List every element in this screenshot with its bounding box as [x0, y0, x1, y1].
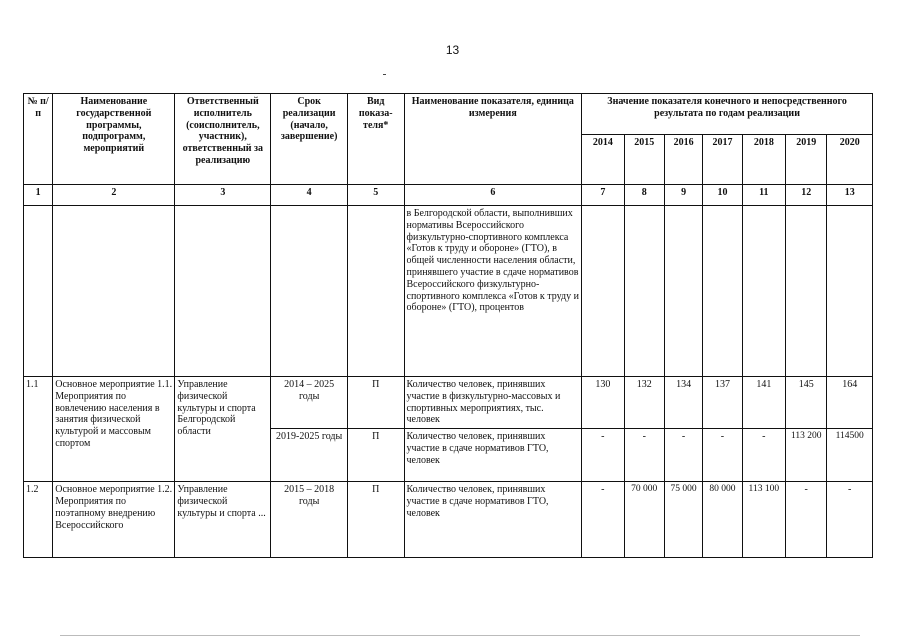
value-cell: 134 [664, 377, 702, 429]
measure-name: Основное мероприятие 1.2. Мероприятия по поэтапному внедрению Всероссийского [53, 482, 175, 558]
header-executor: Ответственный исполнитель (соисполнитель, участник), ответственный за реализацию [175, 94, 271, 185]
value-cell: 80 000 [703, 482, 742, 558]
value-cell: 141 [742, 377, 785, 429]
column-number: 9 [664, 185, 702, 206]
value-cell: 75 000 [664, 482, 702, 558]
column-number: 3 [175, 185, 271, 206]
column-number: 6 [404, 185, 582, 206]
period: 2019-2025 годы [271, 429, 348, 482]
column-numbers-row [24, 185, 873, 206]
header-year: 2014 [582, 135, 624, 185]
header-year: 2019 [786, 135, 827, 185]
scan-speck [383, 74, 386, 75]
scan-artifact-line [60, 635, 860, 636]
header-year: 2017 [703, 135, 742, 185]
indicator-type: П [347, 482, 404, 558]
value-cell: - [664, 429, 702, 482]
column-number: 12 [786, 185, 827, 206]
page-number: 13 [445, 43, 460, 57]
value-cell: 164 [827, 377, 873, 429]
continuation-indicator: в Белгородской области, выполнивших нормативы Всероссийского физкультурно-спортивного комплекса «Готов к труду и обороне» (ГТО), в общей численности населения области, принявшего участие в сдаче нормативов Всероссийского физкультурно-спортивного комплекса «Готов к труду и обороне» (ГТО), процентов [404, 206, 582, 377]
column-number: 2 [53, 185, 175, 206]
table-row-1-1 [24, 377, 873, 429]
column-number: 13 [827, 185, 873, 206]
value-cell: - [582, 482, 624, 558]
header-indicator-name: Наименование показателя, единица измерения [404, 94, 582, 185]
header-indicator-type: Вид показа- теля* [347, 94, 404, 185]
header-row [24, 94, 873, 135]
column-number: 1 [24, 185, 53, 206]
period: 2014 – 2025 годы [271, 377, 348, 429]
value-cell: 137 [703, 377, 742, 429]
value-cell: - [827, 482, 873, 558]
column-number: 4 [271, 185, 348, 206]
indicator-type: П [347, 377, 404, 429]
column-number: 5 [347, 185, 404, 206]
row-number: 1.1 [24, 377, 53, 482]
column-number: 10 [703, 185, 742, 206]
column-number: 8 [624, 185, 664, 206]
header-year: 2018 [742, 135, 785, 185]
header-year: 2020 [827, 135, 873, 185]
continuation-row [24, 206, 873, 377]
value-cell: - [786, 482, 827, 558]
value-cell: 132 [624, 377, 664, 429]
column-number: 7 [582, 185, 624, 206]
value-cell: 113 100 [742, 482, 785, 558]
indicator-name: Количество человек, принявших участие в сдаче нормативов ГТО, человек [404, 429, 582, 482]
header-values-group: Значение показателя конечного и непосредственного результата по годам реализации [582, 94, 873, 135]
indicator-name: Количество человек, принявших участие в физкультурно-массовых и спортивных мероприятиях, тыс. человек [404, 377, 582, 429]
value-cell: 114500 [827, 429, 873, 482]
period: 2015 – 2018 годы [271, 482, 348, 558]
value-cell: - [624, 429, 664, 482]
table-row-1-2 [24, 482, 873, 558]
value-cell: - [703, 429, 742, 482]
program-table [23, 93, 873, 558]
row-number: 1.2 [24, 482, 53, 558]
column-number: 11 [742, 185, 785, 206]
value-cell: - [742, 429, 785, 482]
indicator-type: П [347, 429, 404, 482]
header-program-name: Наименование государственной программы, подпрограмм, мероприятий [53, 94, 175, 185]
header-year: 2016 [664, 135, 702, 185]
value-cell: 145 [786, 377, 827, 429]
value-cell: 130 [582, 377, 624, 429]
indicator-name: Количество человек, принявших участие в сдаче нормативов ГТО, человек [404, 482, 582, 558]
executor: Управление физической культуры и спорта ... [175, 482, 271, 558]
header-period: Срок реализации (начало, завершение) [271, 94, 348, 185]
value-cell: 70 000 [624, 482, 664, 558]
executor: Управление физической культуры и спорта Белгородской области [175, 377, 271, 482]
header-year: 2015 [624, 135, 664, 185]
value-cell: - [582, 429, 624, 482]
header-num: № п/п [24, 94, 53, 185]
measure-name: Основное мероприятие 1.1. Мероприятия по вовлечению населения в занятия физической культурой и массовым спортом [53, 377, 175, 482]
value-cell: 113 200 [786, 429, 827, 482]
